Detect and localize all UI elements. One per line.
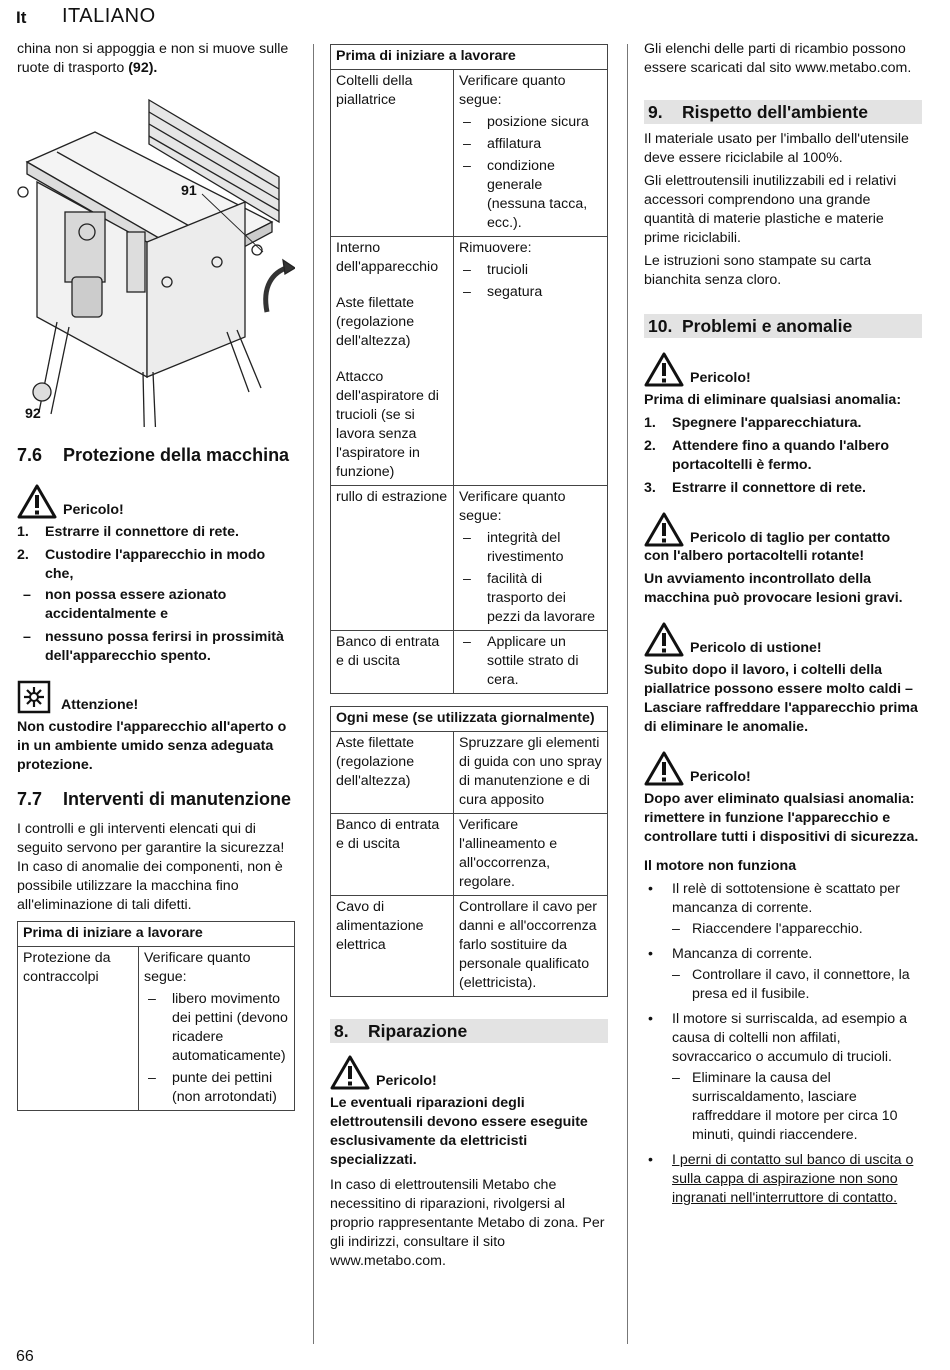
before-work-table: [330, 44, 608, 694]
table-row: Aste filettate (regolazione dell'altezza): [331, 280, 608, 354]
table-header: Prima di iniziare a lavorare: [18, 922, 295, 947]
warning-triangle-icon: [644, 622, 684, 657]
list-item: – facilità di trasporto dei pezzi da lavorare: [463, 571, 596, 625]
table-row: Attacco dell'aspiratore di trucioli (se si lavora senza l'aspiratore in funzione): [331, 354, 608, 486]
list-item: 1. Estrarre il connettore di rete.: [17, 524, 239, 540]
column-divider: [627, 44, 628, 1344]
table-row: Coltelli della piallatrice Verificare quanto segue: – posizione sicura – affilatura – condizione generale (nessuna tacca, ecc.).: [331, 70, 608, 237]
list-item: – affilatura: [463, 136, 542, 152]
cut-danger-label-cont: con l'albero portacoltelli rotante!: [644, 548, 865, 564]
list-item: – posizione sicura: [463, 114, 589, 130]
section-9-heading: 9. Rispetto dell'ambiente: [644, 100, 922, 124]
danger-notice: Pericolo!: [330, 1055, 608, 1090]
table-row: Aste filettate (regolazione dell'altezza) Spruzzare gli elementi di guida con uno spray di manutenzione e di cura apposito: [331, 732, 608, 814]
env-paragraph-2: Gli elettroutensili inutilizzabili ed i relativi accessori comprendono una grande quantità di materie plastiche e materie prime riciclabili.: [644, 173, 897, 246]
table-row: Banco di entrata e di uscita Verificare l'allineamento e all'occorrenza, regolare.: [331, 814, 608, 896]
burn-danger-notice: Pericolo di ustione!: [644, 622, 922, 657]
page-header-title: ITALIANO: [62, 5, 156, 27]
table-row: Protezione da contraccolpi Verificare quanto segue: – libero movimento dei pettini (devono ricadere automaticamente) – punte dei pettini (non arrotondati): [18, 947, 295, 1111]
list-item: – non possa essere azionato accidentalmente e: [23, 587, 227, 622]
motor-heading: Il motore non funziona: [644, 858, 797, 874]
page-number: 66: [16, 1348, 34, 1365]
table-row: Banco di entrata e di uscita – Applicare un sottile strato di cera.: [331, 631, 608, 694]
list-item: • Il relè di sottotensione è scattato per mancanza di corrente. – Riaccendere l'apparecchio.: [648, 881, 900, 937]
cut-danger-notice: Pericolo di taglio per contatto: [644, 512, 922, 547]
list-item: • I perni di contatto sul banco di uscita o sulla cappa di aspirazione non sono ingranati nell'interruttore di contatto.: [648, 1152, 914, 1206]
list-item: 1. Spegnere l'apparecchiatura.: [644, 415, 862, 431]
danger-notice: Pericolo!: [644, 751, 922, 786]
repair-warning-text: Le eventuali riparazioni degli elettroutensili devono essere eseguite esclusivamente da elettricisti specializzati.: [330, 1095, 588, 1168]
checklist-table: [17, 921, 295, 1111]
warning-triangle-icon: [644, 352, 684, 387]
maintenance-intro: I controlli e gli interventi elencati qui di seguito servono per garantire la sicurezza! In caso di anomalie dei componenti, non è possibile utilizzare la macchina fino all'eliminazione di tali difetti.: [17, 821, 285, 913]
column-divider: [313, 44, 314, 1344]
cut-danger-text: Un avviamento incontrollato della macchina può provocare lesioni gravi.: [644, 571, 903, 606]
protection-steps: [17, 523, 295, 584]
list-item: – integrità del rivestimento: [463, 530, 564, 565]
warning-triangle-icon: [330, 1055, 370, 1090]
attention-star-icon: [17, 680, 55, 714]
table-row: Interno dell'apparecchio Rimuovere: – trucioli – segatura: [331, 237, 608, 281]
section-7-6-heading: 7.6 Protezione della macchina: [17, 445, 290, 465]
figure-label-92: 92: [25, 406, 41, 422]
list-item: – nessuno possa ferirsi in prossimità dell'apparecchio spento.: [23, 629, 284, 664]
warning-triangle-icon: [644, 512, 684, 547]
list-item: • Mancanza di corrente. – Controllare il cavo, il connettore, la presa ed il fusibile.: [648, 946, 910, 1002]
attention-notice: Attenzione!: [17, 680, 295, 714]
list-item: – condizione generale (nessuna tacca, ecc.).: [463, 158, 588, 231]
list-item: 2. Attendere fino a quando l'albero portacoltelli è fermo.: [644, 438, 889, 473]
machine-figure: [17, 82, 295, 427]
env-paragraph-3: Le istruzioni sono stampate su carta bianchita senza cloro.: [644, 253, 872, 288]
list-item: – libero movimento dei pettini (devono ricadere automaticamente): [148, 991, 288, 1064]
monthly-table: [330, 706, 608, 997]
figure-label-91: 91: [181, 183, 197, 199]
intro-paragraph: china non si appoggia e non si muove sulle ruote di trasporto (92).: [17, 41, 289, 76]
table-row: rullo di estrazione Verificare quanto segue: – integrità del rivestimento – facilità di trasporto dei pezzi da lavorare: [331, 486, 608, 631]
env-paragraph-1: Il materiale usato per l'imballo dell'utensile deve essere riciclabile al 100%.: [644, 131, 909, 166]
language-code: It: [16, 8, 27, 27]
before-fix-text: Prima di eliminare qualsiasi anomalia:: [644, 392, 902, 408]
list-item: – trucioli: [463, 262, 528, 278]
planer-illustration: [17, 82, 295, 427]
spare-parts-text: Gli elenchi delle parti di ricambio possono essere scaricati dal sito www.metabo.com.: [644, 41, 912, 76]
danger-notice: Pericolo!: [17, 484, 295, 519]
table-header: Prima di iniziare a lavorare: [331, 45, 608, 70]
section-8-heading: 8. Riparazione: [330, 1019, 608, 1043]
list-item: 2. Custodire l'apparecchio in modo che,: [17, 547, 266, 582]
list-item: • Il motore si surriscalda, ad esempio a causa di coltelli non affilati, sovraccarico o accumulo di trucioli. – Eliminare la causa del surriscaldamento, lasciare raffreddare il motore per circa 10 minuti, quindi riaccendere.: [648, 1011, 907, 1143]
attention-text: Non custodire l'apparecchio all'aperto o in un ambiente umido senza adeguata protezione.: [17, 719, 287, 773]
list-item: 3. Estrarre il connettore di rete.: [644, 480, 866, 496]
troubleshoot-steps: [644, 414, 922, 498]
list-item: – punte dei pettini (non arrotondati): [148, 1070, 277, 1105]
warning-triangle-icon: [644, 751, 684, 786]
repair-body: In caso di elettroutensili Metabo che necessitino di riparazioni, rivolgersi al proprio rappresentante Metabo di zona. Per gli indirizzi, consultare il sito www.metabo.com.: [330, 1177, 605, 1269]
table-header: Ogni mese (se utilizzata giornalmente): [331, 707, 608, 732]
burn-danger-text: Subito dopo il lavoro, i coltelli della piallatrice possono essere molto caldi – Lasciare raffreddare l'apparecchio prima di eliminare le anomalie.: [644, 662, 918, 735]
column-3: [644, 40, 922, 1212]
warning-triangle-icon: [17, 484, 57, 519]
after-fix-text: Dopo aver eliminato qualsiasi anomalia: rimettere in funzione l'apparecchio e controllare tutti i dispositivi di sicurezza.: [644, 791, 919, 845]
column-2: [330, 44, 608, 1275]
list-item: – segatura: [463, 284, 543, 300]
danger-notice: Pericolo!: [644, 352, 922, 387]
list-item: – Applicare un sottile strato di cera.: [463, 634, 579, 688]
table-row: Cavo di alimentazione elettrica Controllare il cavo per danni e all'occorrenza farlo sostituire da personale qualificato (elettricista).: [331, 896, 608, 997]
section-7-7-heading: 7.7 Interventi di manutenzione: [17, 789, 292, 809]
column-1: [17, 40, 295, 1111]
section-10-heading: 10. Problemi e anomalie: [644, 314, 922, 338]
